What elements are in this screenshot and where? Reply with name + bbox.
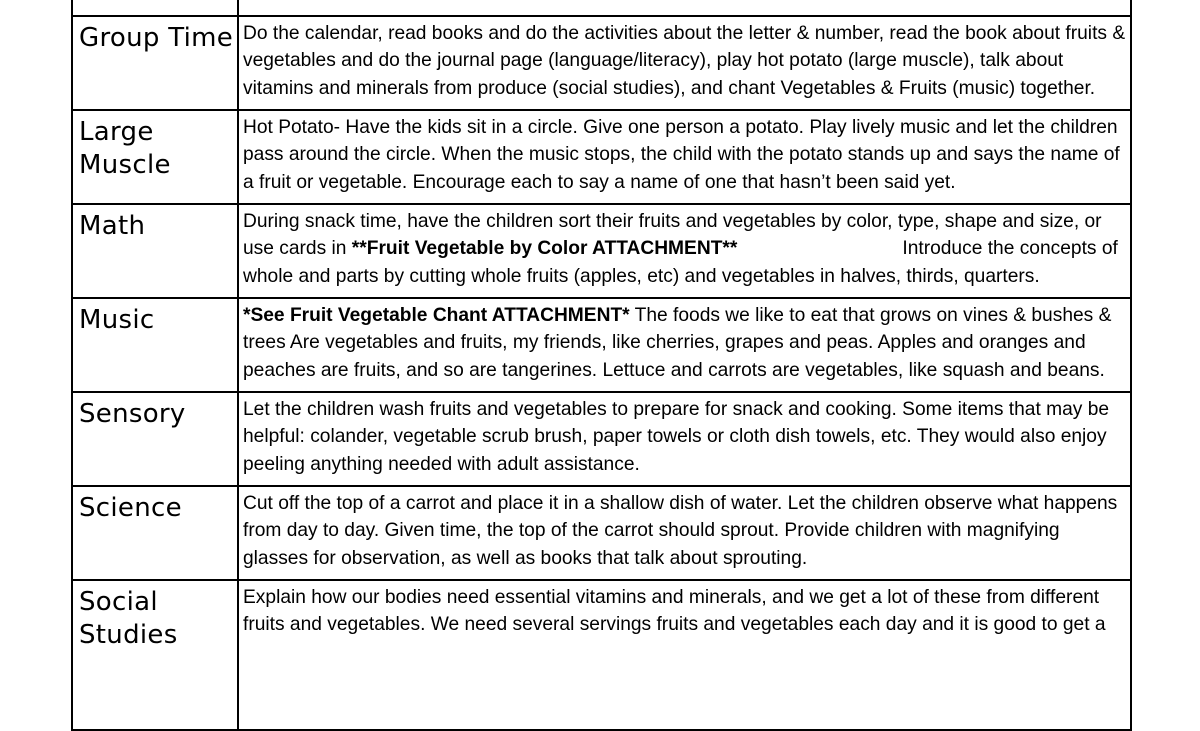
row-content: Hot Potato- Have the kids sit in a circle. Give one person a potato. Play lively music and let the children pass around the circle. When the music stops, the child with the potato stands up and says the name of a fruit or vegetable. Encourage each to say a name of one that hasn’t been said yet. xyxy=(243,117,1120,193)
row-text-after: The foods we like to eat that grows on vines & bushes & trees Are vegetables and fruits, my friends, like cherries, grapes and peas. Apples and oranges and peaches are fruits, and so are tangerines. Lettuce and carrots are vegetables, like squash and beans. xyxy=(243,305,1112,381)
table-row-sensory xyxy=(73,393,1130,487)
row-content: Cut off the top of a carrot and place it in a shallow dish of water. Let the children observe what happens from day to day. Given time, the top of the carrot should sprout. Provide children with magnifying glasses for observation, as well as books that talk about sprouting. xyxy=(243,493,1118,569)
row-label-cell xyxy=(73,0,239,15)
row-label: Science xyxy=(73,487,239,579)
row-label: Large Muscle xyxy=(73,111,239,203)
table-row-cut-off xyxy=(73,0,1130,17)
attachment-reference: *See Fruit Vegetable Chant ATTACHMENT* xyxy=(243,305,630,326)
activity-table xyxy=(71,0,1132,731)
table-row-group-time xyxy=(73,17,1130,111)
table-row-math xyxy=(73,205,1130,299)
row-label: Social Studies xyxy=(73,581,239,729)
table-row-large-muscle xyxy=(73,111,1130,205)
row-content: Explain how our bodies need essential vitamins and minerals, and we get a lot of these from different fruits and vegetables. We need several servings fruits and vegetables each day and it is good to get a xyxy=(243,587,1106,636)
row-text-after: Introduce the concepts of whole and parts by cutting whole fruits (apples, etc) and vegetables in halves, thirds, quarters. xyxy=(243,238,1118,287)
table-row-music xyxy=(73,299,1130,393)
row-text-before: During snack time, have the children sort their fruits and vegetables by color, type, shape and size, or use cards in xyxy=(243,211,1102,260)
row-content: Do the calendar, read books and do the activities about the letter & number, read the book about fruits & vegetables and do the journal page (language/literacy), play hot potato (large muscle), talk about vitamins and minerals from produce (social studies), and chant Vegetables & Fruits (music) together. xyxy=(243,23,1126,99)
row-label: Group Time xyxy=(73,17,239,109)
table-row-science xyxy=(73,487,1130,581)
row-content: Let the children wash fruits and vegetables to prepare for snack and cooking. Some items that may be helpful: colander, vegetable scrub brush, paper towels or cloth dish towels, etc. They would also enjoy peeling anything needed with adult assistance. xyxy=(243,399,1110,475)
row-content xyxy=(239,205,1130,297)
row-content xyxy=(239,299,1130,391)
row-label: Sensory xyxy=(73,393,239,485)
table-row-social-studies xyxy=(73,581,1130,731)
attachment-reference: **Fruit Vegetable by Color ATTACHMENT** xyxy=(351,238,738,260)
row-label: Music xyxy=(73,299,239,391)
row-label: Math xyxy=(73,205,239,297)
row-content-cell xyxy=(239,0,1130,15)
